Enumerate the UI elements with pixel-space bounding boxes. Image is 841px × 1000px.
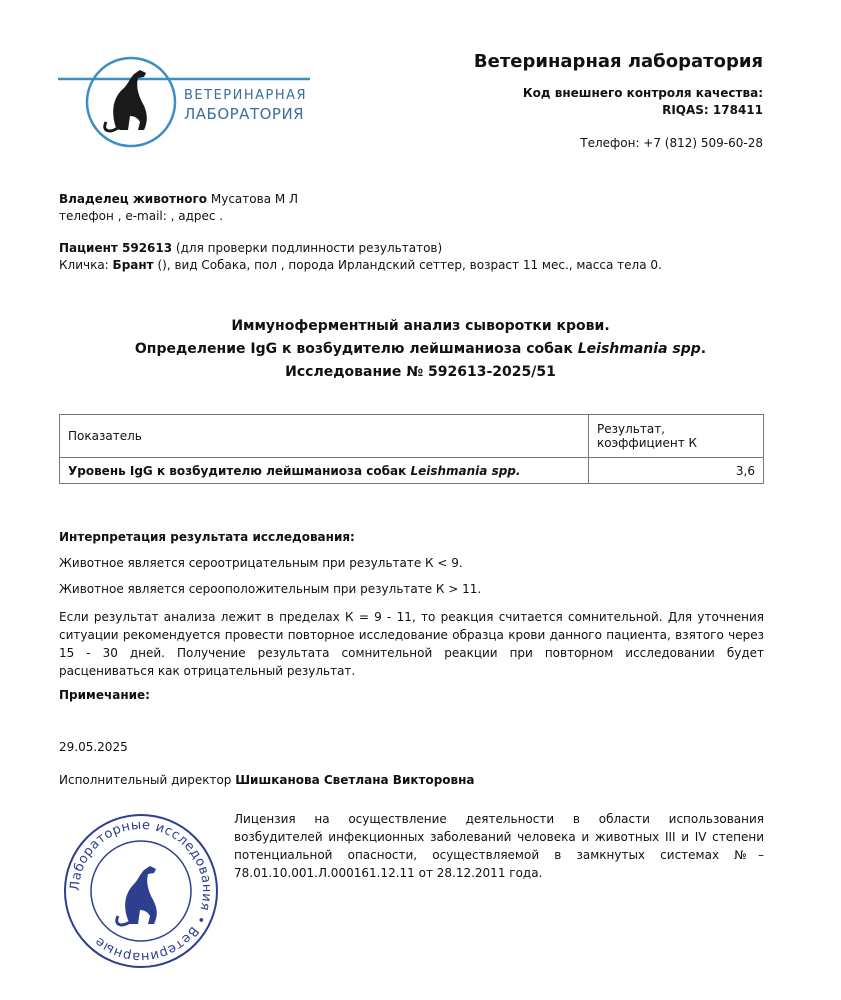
owner-name: Мусатова М Л <box>207 192 299 206</box>
interpretation-positive: Животное является серооположительным при результате К > 11. <box>59 582 482 596</box>
nickname: Брант <box>112 258 154 272</box>
lab-title: Ветеринарная лаборатория <box>473 51 763 72</box>
header-indicator: Показатель <box>60 415 589 458</box>
study-pathogen: Leishmania spp <box>577 341 701 357</box>
logo-line1: ВЕТЕРИНАРНАЯ <box>184 88 308 103</box>
lab-phone: Телефон: +7 (812) 509-60-28 <box>580 136 763 150</box>
table-row <box>60 458 764 484</box>
stamp-text: Лабораторные исследования • Ветеринарные <box>67 817 215 965</box>
patient-details <box>59 258 662 272</box>
study-number: Исследование № 592613-2025/51 <box>285 364 556 380</box>
patient-label: Пациент 592613 <box>59 241 173 255</box>
owner-contacts: телефон , e-mail: , адрес . <box>59 209 224 223</box>
row-indicator-text: Уровень IgG к возбудителю лейшманиоза собак <box>68 463 411 478</box>
nickname-label: Кличка: <box>59 258 113 272</box>
stamp-icon <box>62 812 220 970</box>
patient-note: (для проверки подлинности результатов) <box>172 241 443 255</box>
signature-position: Исполнительный директор <box>59 773 236 787</box>
interpretation-negative: Животное является сероотрицательным при результате К < 9. <box>59 556 463 570</box>
interpretation-title: Интерпретация результата исследования: <box>59 530 355 544</box>
header-result: Результат, коэффициент К <box>589 415 764 458</box>
signature-name: Шишканова Светлана Викторовна <box>235 773 475 787</box>
study-subtitle-dot: . <box>700 341 707 357</box>
patient-line <box>59 241 442 255</box>
table-header-row <box>60 415 764 458</box>
study-title: Иммуноферментный анализ сыворотки крови. <box>231 318 610 334</box>
lab-stamp <box>62 812 220 970</box>
row-value: 3,6 <box>589 458 764 484</box>
report-date: 29.05.2025 <box>59 740 128 754</box>
logo-line2: ЛАБОРАТОРИЯ <box>184 105 305 123</box>
row-pathogen: Leishmania spp. <box>410 463 521 478</box>
row-indicator <box>60 458 589 484</box>
owner-line <box>59 192 298 206</box>
note-label: Примечание: <box>59 688 150 702</box>
owner-label: Владелец животного <box>59 192 208 206</box>
study-subtitle-text: Определение IgG к возбудителю лейшманиоза собак <box>134 341 578 357</box>
qc-label: Код внешнего контроля качества: <box>522 86 763 100</box>
results-table <box>59 414 764 484</box>
interpretation-doubtful: Если результат анализа лежит в пределах К = 9 - 11, то реакция считается сомнительной. Для уточнения ситуации рекомендуется провести повторное исследование образца крови данного пациента, взятого через 15 - 30 дней. Получение результата сомнительной реакции при повторном исследовании будет расцениваться как отрицательный результат. <box>59 610 764 678</box>
signature-line <box>59 773 475 787</box>
license-text: Лицензия на осуществление деятельности в области использования возбудителей инфекционных заболеваний человека и животных III и IV степени потенциальной опасности, осуществляемой в замкнутых системах №– 78.01.10.001.Л.000161.12.11 от 28.12.2011 года. <box>234 812 764 880</box>
study-subtitle <box>0 341 841 357</box>
qc-code: RIQAS: 178411 <box>662 103 763 117</box>
patient-info: (), вид Собака, пол , порода Ирландский сеттер, возраст 11 мес., масса тела 0. <box>153 258 662 272</box>
lab-logo <box>58 50 318 152</box>
